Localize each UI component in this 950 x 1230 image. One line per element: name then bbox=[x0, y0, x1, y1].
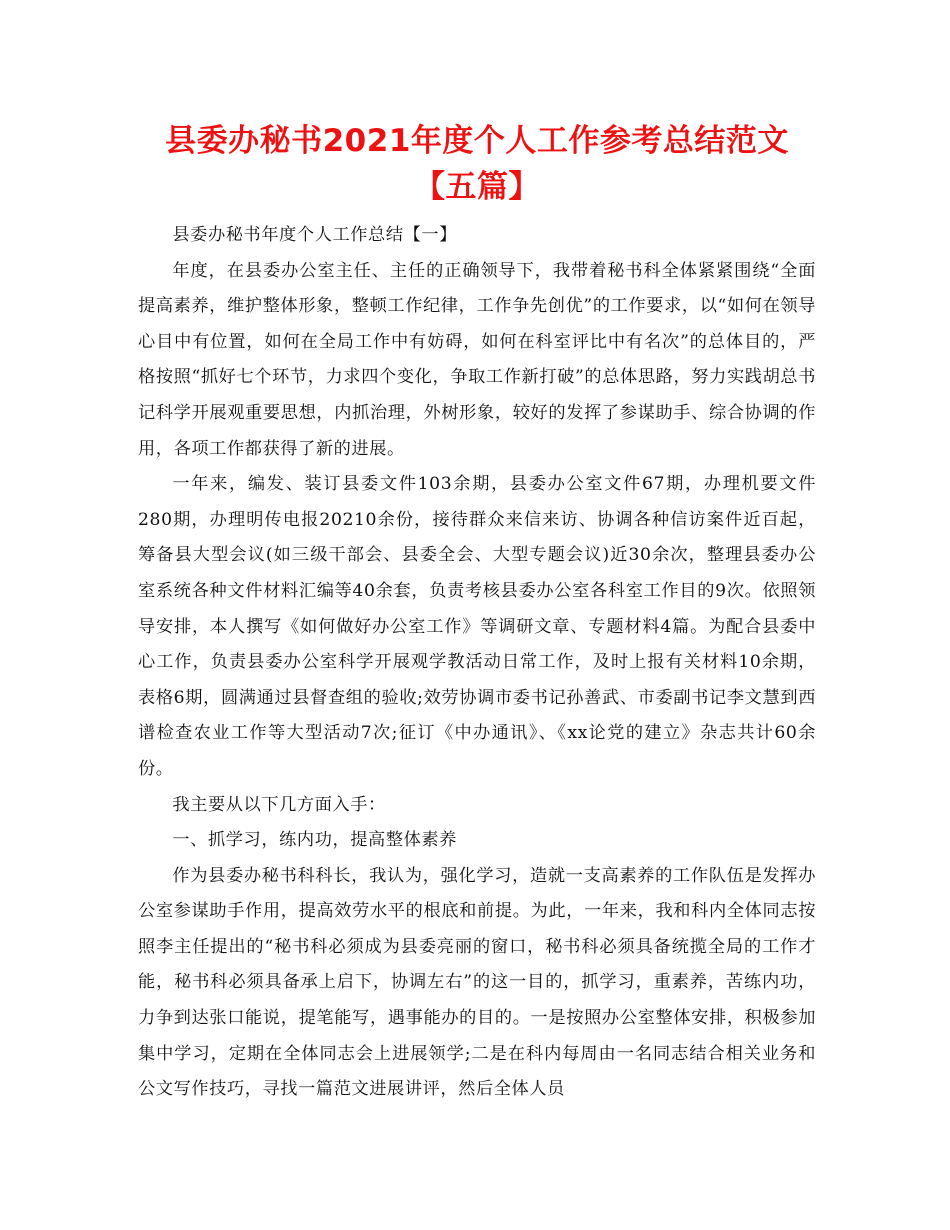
paragraph: 年度，在县委办公室主任、主任的正确领导下，我带着秘书科全体紧紧围绕“全面提高素养，维护整体形象，整顿工作纪律，工作争先创优”的工作要求，以“如何在领导心目中有位置，如何在全局工作中有妨碍，如何在科室评比中有名次”的总体目的，严格按照“抓好七个环节，力求四个变化，争取工作新打破”的总体思路，努力实践胡总书记科学开展观重要思想，内抓治理，外树形象，较好的发挥了参谋助手、综合协调的作用，各项工作都获得了新的进展。 bbox=[138, 260, 816, 459]
subsection-heading: 一、抓学习，练内功，提高整体素养 bbox=[172, 830, 457, 851]
title-line-1: 县委办秘书2021年度个人工作参考总结范文 bbox=[165, 123, 789, 159]
section-heading: 县委办秘书年度个人工作总结【一】 bbox=[172, 225, 457, 245]
title-line-2: 【五篇】 bbox=[414, 169, 540, 205]
paragraph: 作为县委办秘书科科长，我认为，强化学习，造就一支高素养的工作队伍是发挥办公室参谋助手作用，提高效劳水平的根底和前提。为此，一年来，我和科内全体同志按照李主任提出的“秘书科必须成为县委亮丽的窗口，秘书科必须具备统揽全局的工作才能，秘书科必须具备承上启下，协调左右”的这一目的，抓学习，重素养，苦练内功，力争到达张口能说，提笔能写，遇事能办的目的。一是按照办公室整体安排，积极参加集中学习，定期在全体同志会上进展领学;二是在科内每周由一名同志结合相关业务和公文写作技巧，寻找一篇范文进展讲评，然后全体人员 bbox=[138, 865, 816, 1100]
document-body bbox=[138, 218, 816, 1108]
paragraph: 一年来，编发、装订县委文件103余期，县委办公室文件67期，办理机要文件280期，办理明传电报20210余份，接待群众来信来访、协调各种信访案件近百起，筹备县大型会议(如三级干部会、县委全会、大型专题会议)近30余次，整理县委办公室系统各种文件材料汇编等40余套，负责考核县委办公室各科室工作目的9次。依照领导安排，本人撰写《如何做好办公室工作》等调研文章、专题材料4篇。为配合县委中心工作，负责县委办公室科学开展观学教活动日常工作，及时上报有关材料10余期，表格6期，圆满通过县督查组的验收;效劳协调市委书记孙善武、市委副书记李文慧到西谱检查农业工作等大型活动7次;征订《中办通讯》、《xx论党的建立》杂志共计60余份。 bbox=[138, 474, 816, 779]
paragraph: 我主要从以下几方面入手： bbox=[172, 794, 386, 815]
document-title bbox=[138, 118, 816, 210]
